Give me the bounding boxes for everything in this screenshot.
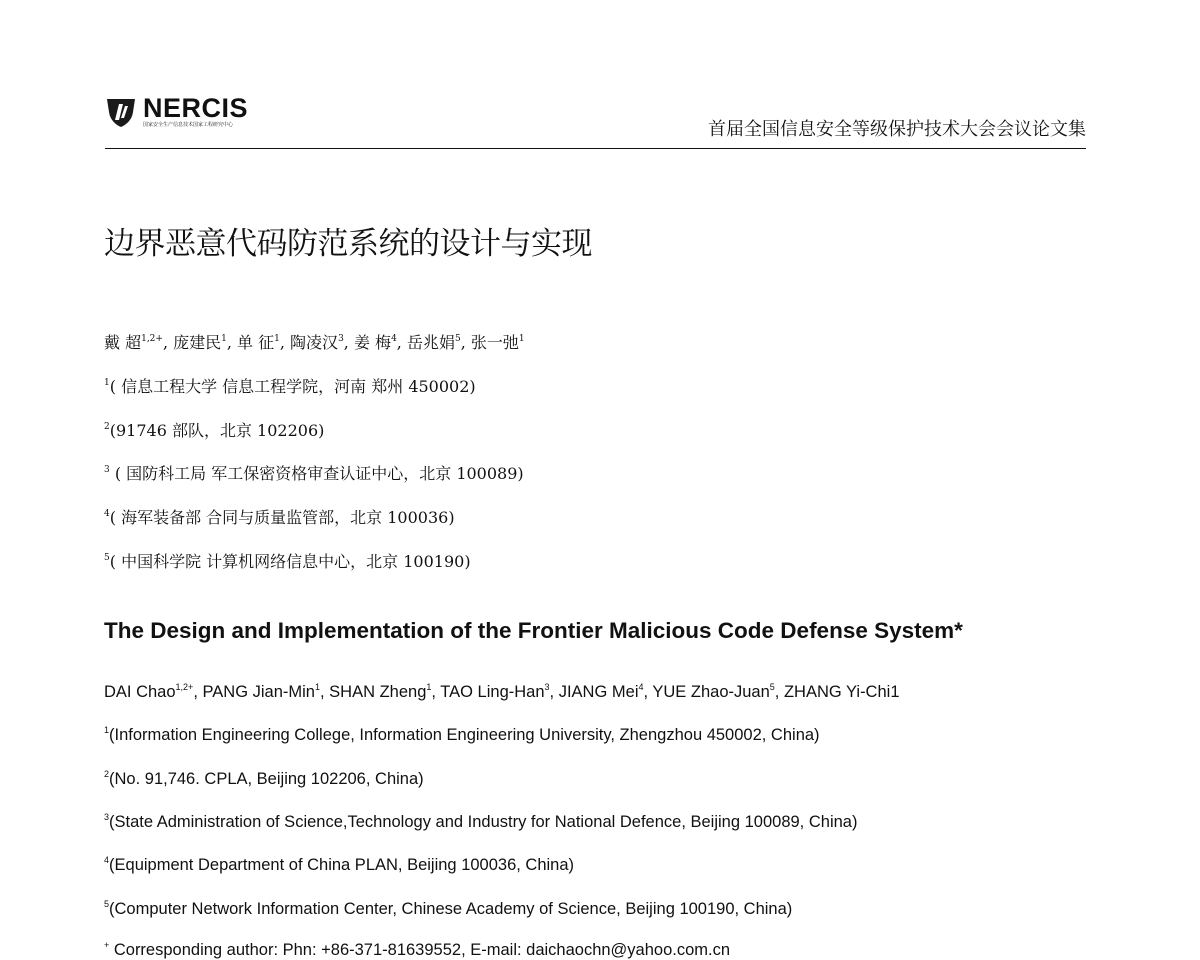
chinese-affiliation [104, 549, 471, 572]
author [407, 333, 471, 352]
author-name: 陶凌汉 [290, 333, 339, 352]
separator: , [549, 683, 559, 701]
logo-subtitle: 国家安全生产信息技术国家工程研究中心 [143, 122, 234, 128]
affiliation-text: ( 信息工程大学 信息工程学院，河南 郑州 450002) [109, 377, 476, 396]
corresponding-text: Corresponding author: Phn: +86-371-81639552, E-mail: daichaochn@yahoo.com.cn [109, 941, 731, 959]
chinese-affiliation [104, 461, 524, 484]
english-affiliation [104, 726, 820, 745]
affiliation-text: (No. 91,746. CPLA, Beijing 102206, China) [109, 770, 424, 788]
shield-icon [105, 96, 137, 128]
page-header [105, 94, 1086, 150]
author-name: SHAN Zheng [329, 683, 427, 701]
separator: , [396, 333, 407, 352]
author-name: 庞建民 [173, 333, 222, 352]
affiliation-text: (Computer Network Information Center, Chinese Academy of Science, Beijing 100190, China) [109, 900, 793, 918]
author-name: YUE Zhao-Juan [652, 683, 770, 701]
affiliation-mark: 5 [104, 553, 110, 563]
author-name: 戴 超 [104, 333, 142, 352]
affiliation-mark: 1,2+ [175, 682, 194, 692]
chinese-title: 边界恶意代码防范系统的设计与实现 [104, 226, 592, 262]
affiliation-mark: 1 [314, 682, 320, 692]
author [354, 333, 407, 352]
chinese-authors [104, 330, 525, 353]
author-name: DAI Chao [104, 683, 176, 701]
affiliation-mark: 2 [104, 422, 110, 432]
affiliation-text: ( 海军装备部 合同与质量监管部，北京 100036) [109, 508, 455, 527]
english-affiliation [104, 856, 574, 875]
affiliation-mark: 3 [544, 682, 550, 692]
affiliation-mark: 5 [454, 334, 461, 344]
affiliation-mark: 5 [104, 899, 110, 909]
separator: , [643, 683, 653, 701]
author-name: ZHANG Yi-Chi1 [783, 683, 900, 701]
chinese-affiliation [104, 505, 455, 528]
affiliation-mark: 1 [104, 378, 110, 388]
separator: , [343, 333, 354, 352]
separator: , [460, 333, 471, 352]
author-name: 单 征 [237, 333, 275, 352]
author [652, 683, 784, 701]
conference-title: 首届全国信息安全等级保护技术大会会议论文集 [708, 119, 1086, 140]
affiliation-mark: 3 [338, 334, 344, 344]
affiliation-mark: 3 [104, 465, 110, 475]
affiliation-mark: 2 [104, 769, 110, 779]
chinese-affiliation [104, 418, 324, 441]
author [329, 683, 440, 701]
author [471, 333, 525, 352]
affiliation-text: (91746 部队，北京 102206) [109, 421, 325, 440]
author-name: 张一弛 [470, 333, 519, 352]
separator: , [320, 683, 330, 701]
author [440, 683, 558, 701]
author [290, 333, 354, 352]
author [784, 683, 900, 701]
affiliation-text: (Equipment Department of China PLAN, Beijing 100036, China) [109, 856, 575, 874]
separator: , [162, 333, 174, 352]
affiliation-mark: 1 [274, 334, 280, 344]
separator: , [193, 683, 203, 701]
separator: , [431, 683, 441, 701]
corresponding-author-note [104, 941, 730, 960]
affiliation-mark: 1 [104, 725, 110, 735]
english-affiliation [104, 813, 857, 832]
affiliation-mark: 1 [518, 334, 525, 344]
nercis-logo [105, 94, 248, 134]
english-title: The Design and Implementation of the Frontier Malicious Code Defense System* [104, 618, 963, 643]
author [559, 683, 653, 701]
author-name: 岳兆娟 [406, 333, 455, 352]
header-divider [105, 148, 1086, 149]
english-affiliation [104, 900, 792, 919]
affiliation-mark: 3 [104, 812, 110, 822]
affiliation-text: (Information Engineering College, Information Engineering University, Zhengzhou 450002, China) [109, 726, 820, 744]
affiliation-text: (State Administration of Science,Technology and Industry for National Defence, Beijing 100089, China) [109, 813, 858, 831]
author [237, 333, 290, 352]
affiliation-mark: 4 [638, 682, 644, 692]
affiliation-text: ( 国防科工局 军工保密资格审查认证中心，北京 100089) [109, 464, 524, 483]
affiliation-mark: 1,2+ [141, 334, 163, 344]
affiliation-mark: 4 [104, 509, 110, 519]
logo-name: NERCIS [143, 93, 249, 123]
author-name: PANG Jian-Min [202, 683, 315, 701]
author-name: JIANG Mei [558, 683, 639, 701]
affiliation-mark: 1 [221, 334, 227, 344]
english-affiliation [104, 770, 424, 789]
author [203, 683, 330, 701]
separator: , [279, 333, 291, 352]
author [104, 683, 203, 701]
separator: , [226, 333, 238, 352]
author [104, 333, 173, 352]
logo-text [143, 94, 248, 129]
affiliation-mark: 4 [391, 334, 397, 344]
author [173, 333, 237, 352]
footnote-mark: + [104, 940, 110, 950]
separator: , [774, 683, 784, 701]
english-authors [104, 683, 900, 702]
chinese-affiliation [104, 374, 476, 397]
author-name: 姜 梅 [353, 333, 392, 352]
affiliation-mark: 1 [426, 682, 432, 692]
affiliation-mark: 4 [104, 855, 110, 865]
author-name: TAO Ling-Han [440, 683, 545, 701]
affiliation-mark: 5 [769, 682, 775, 692]
affiliation-text: ( 中国科学院 计算机网络信息中心，北京 100190) [109, 552, 471, 571]
